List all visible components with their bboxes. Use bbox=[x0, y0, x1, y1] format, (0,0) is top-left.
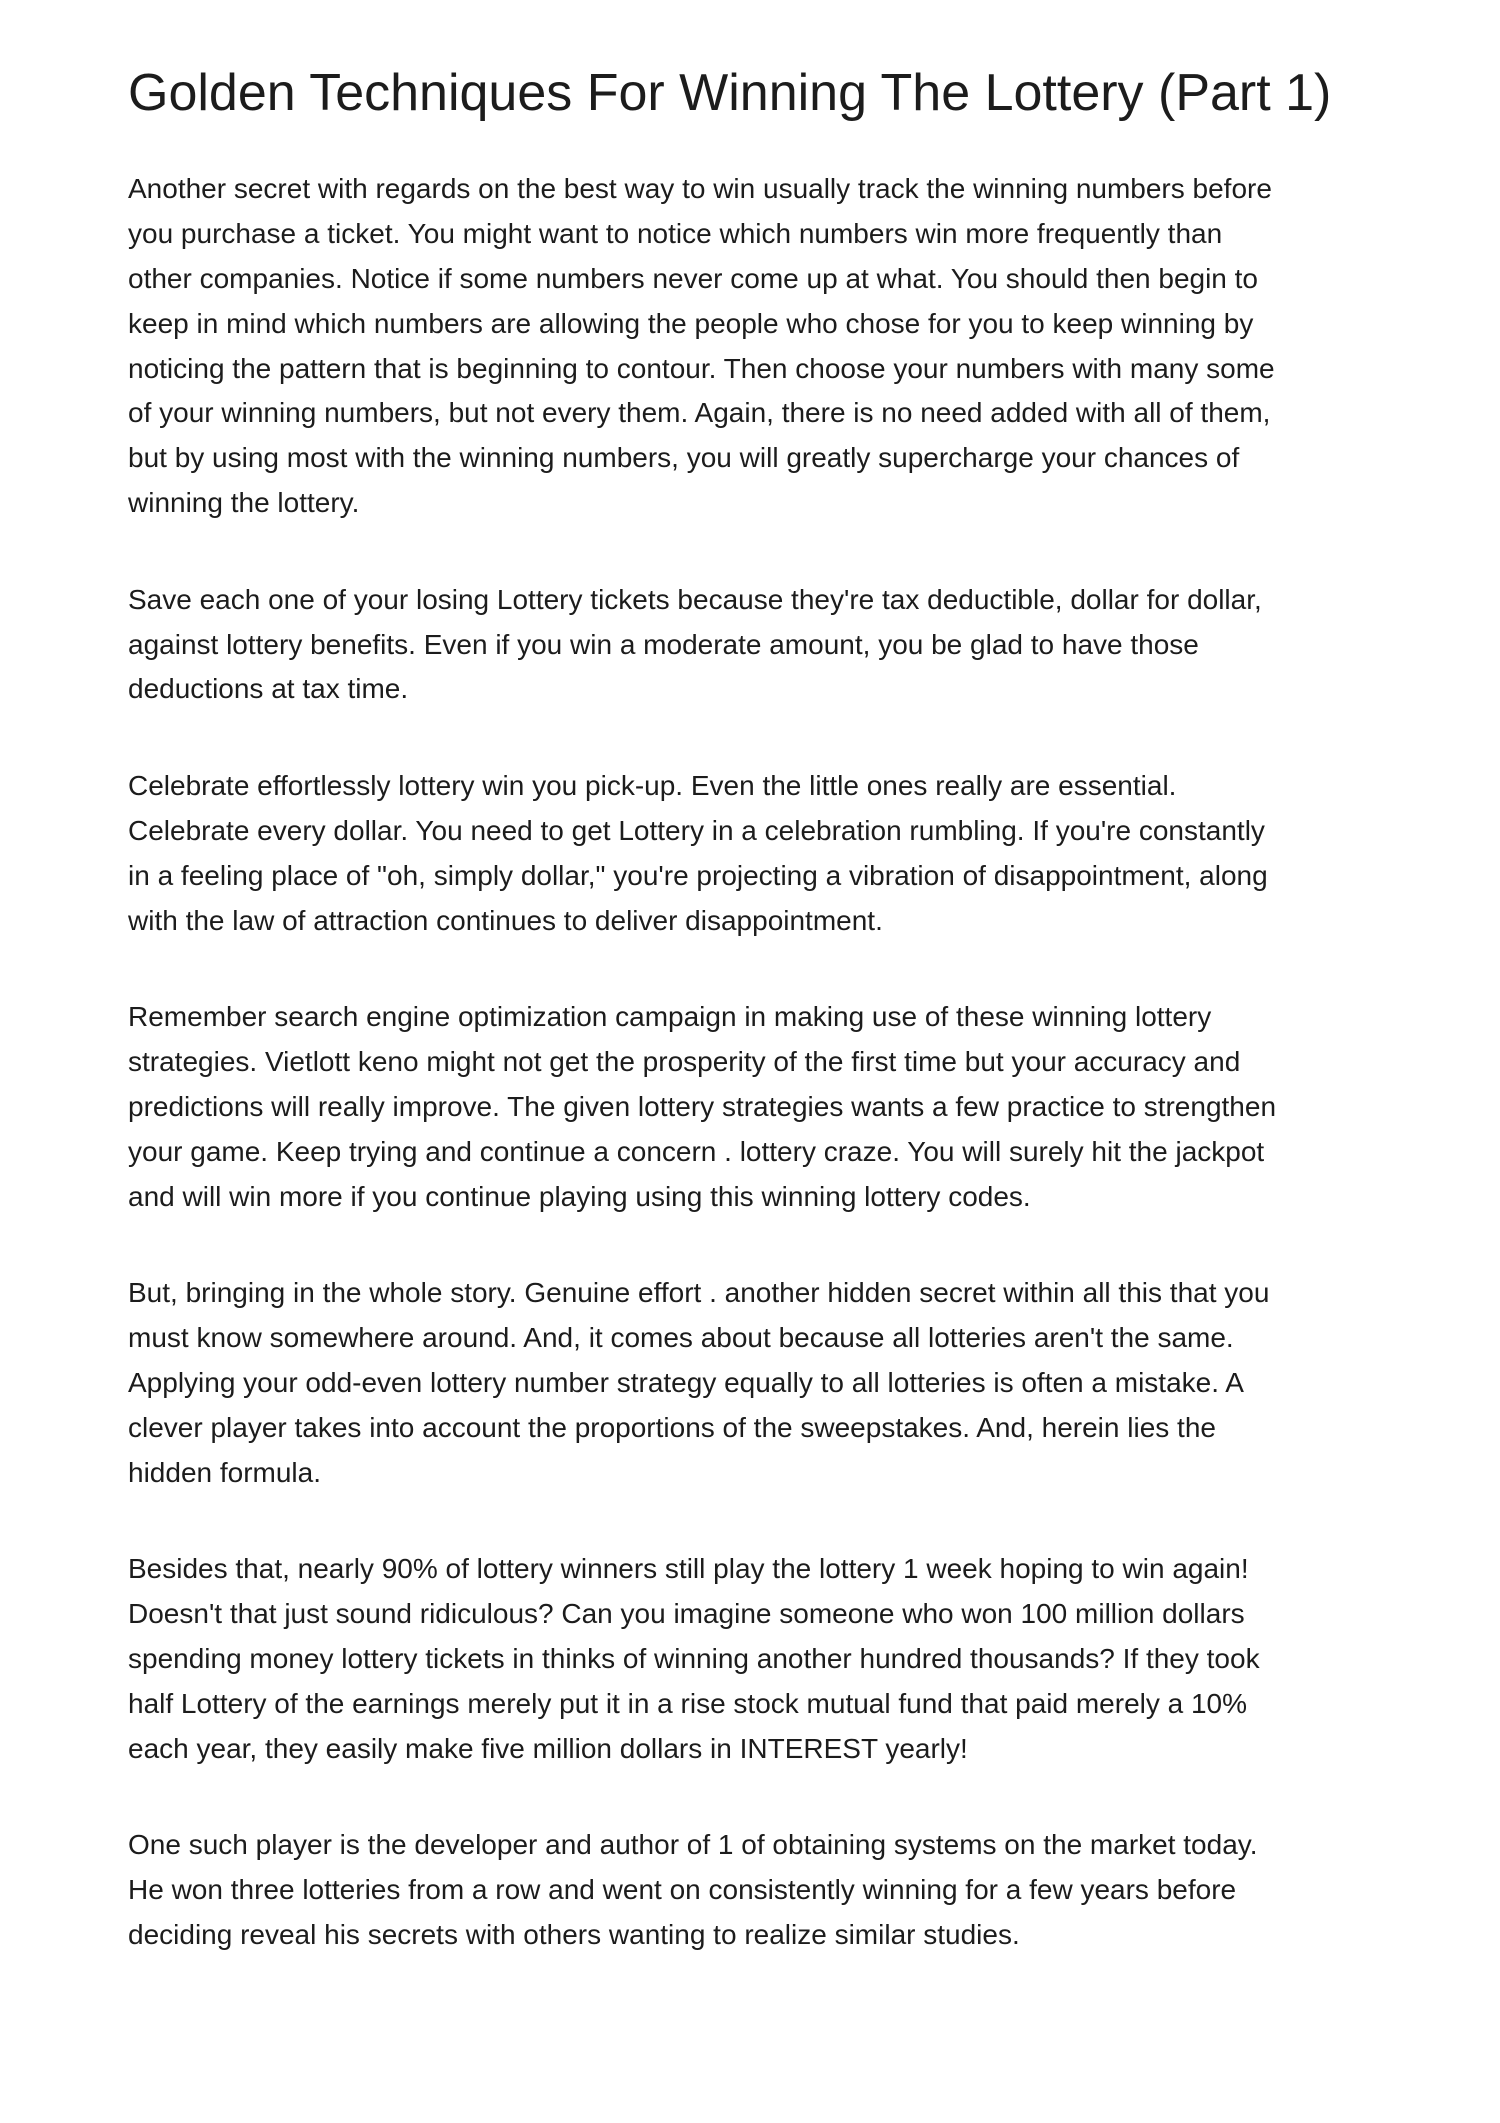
paragraph bbox=[128, 1271, 1385, 1495]
text-line: Doesn't that just sound ridiculous? Can you imagine someone who won 100 million dollars bbox=[128, 1598, 1245, 1630]
text-line: Celebrate every dollar. You need to get Lottery in a celebration rumbling. If you're constantly bbox=[128, 814, 1265, 846]
text-line: with the law of attraction continues to deliver disappointment. bbox=[128, 904, 883, 936]
text-line: clever player takes into account the proportions of the sweepstakes. And, herein lies the bbox=[128, 1411, 1216, 1443]
text-line: other companies. Notice if some numbers never come up at what. You should then begin to bbox=[128, 262, 1259, 294]
text-line: deductions at tax time. bbox=[128, 673, 409, 705]
text-line: in a feeling place of "oh, simply dollar," you're projecting a vibration of disappointment, along bbox=[128, 859, 1268, 891]
text-line: noticing the pattern that is beginning to contour. Then choose your numbers with many some bbox=[128, 352, 1275, 384]
paragraph bbox=[128, 167, 1385, 525]
text-line: He won three lotteries from a row and went on consistently winning for a few years before bbox=[128, 1874, 1237, 1906]
text-line: half Lottery of the earnings merely put it in a rise stock mutual fund that paid merely a 10% bbox=[128, 1687, 1248, 1719]
paragraph bbox=[128, 1547, 1385, 1771]
text-line: spending money lottery tickets in thinks of winning another hundred thousands? If they took bbox=[128, 1642, 1260, 1674]
text-line: winning the lottery. bbox=[128, 486, 360, 518]
text-line: strategies. Vietlott keno might not get the prosperity of the first time but your accuracy and bbox=[128, 1046, 1241, 1078]
article-body bbox=[128, 167, 1385, 1957]
paragraph bbox=[128, 764, 1385, 943]
text-line: Besides that, nearly 90% of lottery winners still play the lottery 1 week hoping to win again! bbox=[128, 1553, 1249, 1585]
text-line: One such player is the developer and author of 1 of obtaining systems on the market today. bbox=[128, 1829, 1258, 1861]
text-line: your game. Keep trying and continue a concern . lottery craze. You will surely hit the jackpot bbox=[128, 1135, 1265, 1167]
text-line: keep in mind which numbers are allowing the people who chose for you to keep winning by bbox=[128, 307, 1254, 339]
paragraph bbox=[128, 995, 1385, 1219]
page-title: Golden Techniques For Winning The Lottery (Part 1) bbox=[128, 64, 1332, 122]
paragraph bbox=[128, 578, 1385, 712]
text-line: of your winning numbers, but not every them. Again, there is no need added with all of them, bbox=[128, 397, 1271, 429]
text-line: must know somewhere around. And, it comes about because all lotteries aren't the same. bbox=[128, 1322, 1234, 1354]
text-line: against lottery benefits. Even if you win a moderate amount, you be glad to have those bbox=[128, 628, 1199, 660]
text-line: and will win more if you continue playing using this winning lottery codes. bbox=[128, 1180, 1031, 1212]
paragraph bbox=[128, 1823, 1385, 1957]
text-line: you purchase a ticket. You might want to notice which numbers win more frequently than bbox=[128, 218, 1223, 250]
text-line: predictions will really improve. The given lottery strategies wants a few practice to strengthen bbox=[128, 1090, 1277, 1122]
text-line: Applying your odd-even lottery number strategy equally to all lotteries is often a mistake. A bbox=[128, 1366, 1244, 1398]
text-line: hidden formula. bbox=[128, 1456, 322, 1488]
text-line: Remember search engine optimization campaign in making use of these winning lottery bbox=[128, 1001, 1212, 1033]
text-line: But, bringing in the whole story. Genuine effort . another hidden secret within all this that you bbox=[128, 1277, 1270, 1309]
text-line: deciding reveal his secrets with others wanting to realize similar studies. bbox=[128, 1918, 1020, 1950]
text-line: Another secret with regards on the best way to win usually track the winning numbers before bbox=[128, 173, 1272, 205]
text-line: Celebrate effortlessly lottery win you pick-up. Even the little ones really are essential. bbox=[128, 770, 1177, 802]
text-line: Save each one of your losing Lottery tickets because they're tax deductible, dollar for dollar, bbox=[128, 583, 1262, 615]
text-line: each year, they easily make five million dollars in INTEREST yearly! bbox=[128, 1732, 968, 1764]
text-line: but by using most with the winning numbers, you will greatly supercharge your chances of bbox=[128, 442, 1240, 474]
